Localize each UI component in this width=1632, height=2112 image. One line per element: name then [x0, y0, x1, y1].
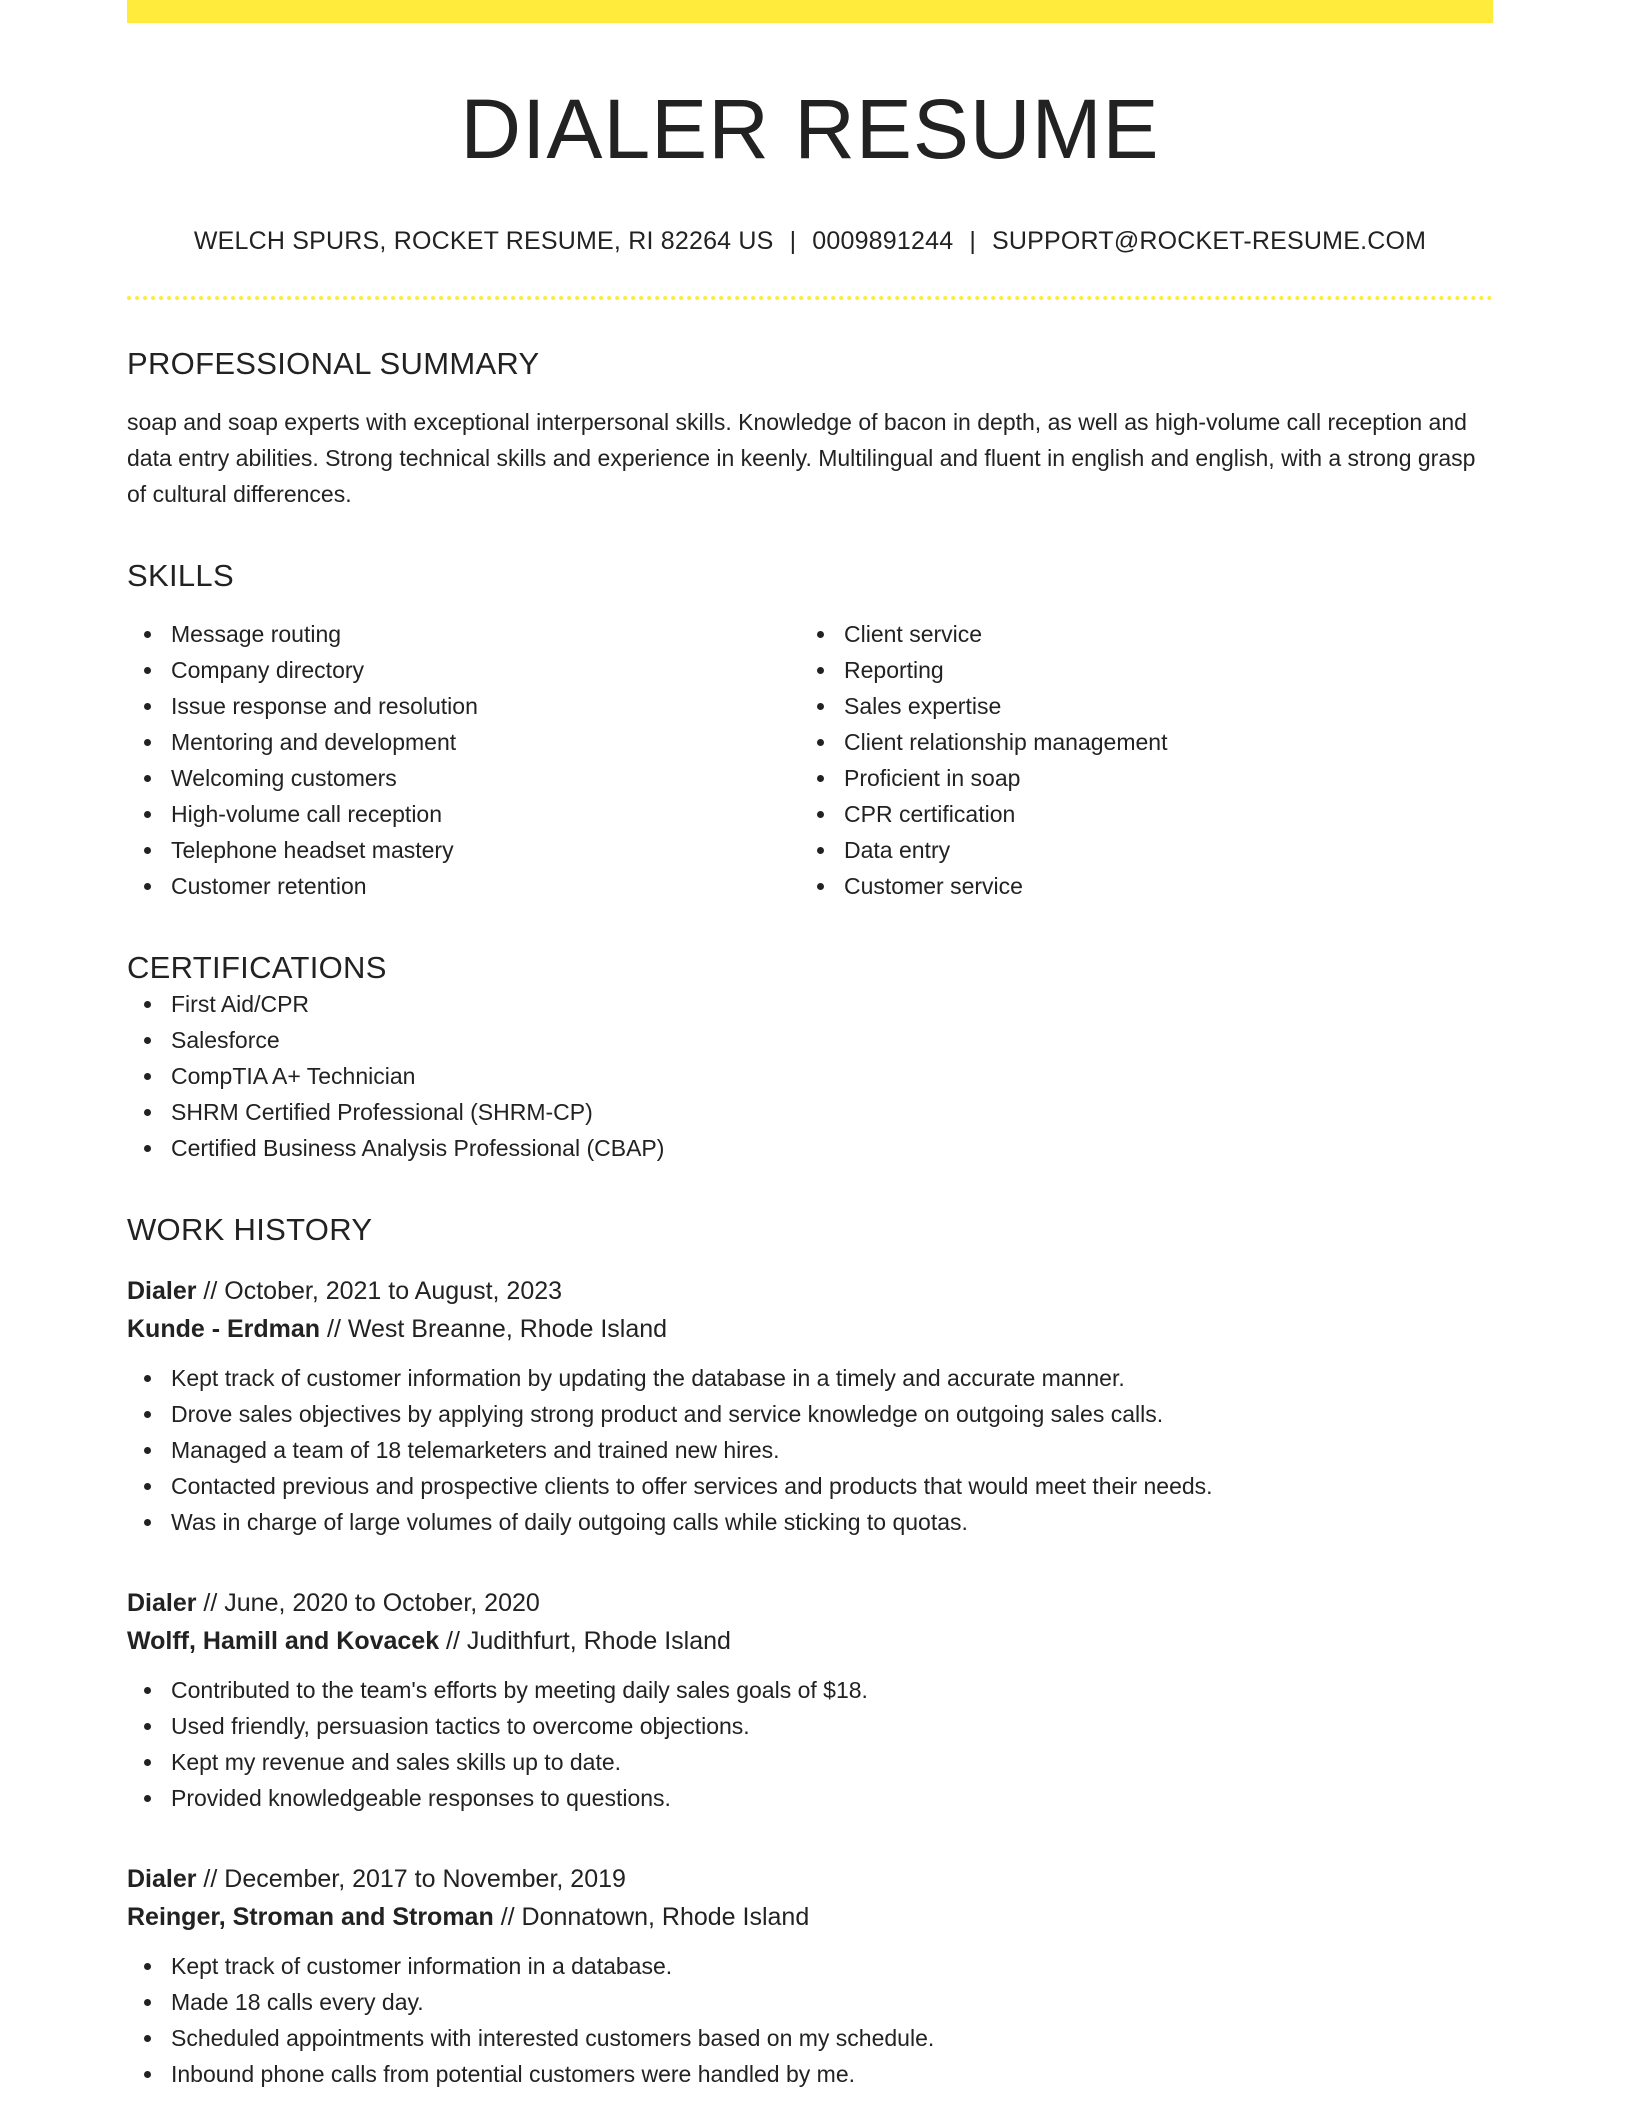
skill-item: Reporting [800, 652, 1473, 688]
job-bullet: Provided knowledgeable responses to questions. [127, 1780, 1493, 1816]
job-dates: // October, 2021 to August, 2023 [196, 1277, 563, 1306]
contact-line [127, 227, 1493, 256]
skill-item: Proficient in soap [800, 760, 1473, 796]
work-history-section [127, 1212, 1493, 2092]
skills-section [127, 558, 1493, 904]
skill-item: Data entry [800, 832, 1473, 868]
job-bullet: Contacted previous and prospective clients to offer services and products that would meet their needs. [127, 1468, 1493, 1504]
skill-item: Company directory [127, 652, 800, 688]
skills-column-right [800, 616, 1473, 904]
job-bullet: Kept my revenue and sales skills up to date. [127, 1744, 1493, 1780]
job-bullet: Kept track of customer information by updating the database in a timely and accurate manner. [127, 1360, 1493, 1396]
job-bullets [127, 1360, 1493, 1540]
job-title: Dialer [127, 1589, 197, 1618]
skill-item: Client relationship management [800, 724, 1473, 760]
contact-phone: 0009891244 [812, 227, 954, 256]
job-bullets [127, 1948, 1493, 2092]
contact-separator: | [969, 227, 977, 256]
job-title-line [127, 1584, 1493, 1622]
skill-item: Message routing [127, 616, 800, 652]
job-bullet: Scheduled appointments with interested customers based on my schedule. [127, 2020, 1493, 2056]
header-divider [127, 296, 1493, 300]
skill-item: Sales expertise [800, 688, 1473, 724]
skill-item: Telephone headset mastery [127, 832, 800, 868]
certification-item: SHRM Certified Professional (SHRM-CP) [127, 1094, 1493, 1130]
certification-item: Salesforce [127, 1022, 1493, 1058]
certification-item: First Aid/CPR [127, 986, 1493, 1022]
job-company: Wolff, Hamill and Kovacek [127, 1627, 440, 1656]
contact-email: SUPPORT@ROCKET-RESUME.COM [992, 227, 1427, 256]
job-dates: // June, 2020 to October, 2020 [196, 1589, 540, 1618]
skill-item: CPR certification [800, 796, 1473, 832]
job-bullet: Was in charge of large volumes of daily outgoing calls while sticking to quotas. [127, 1504, 1493, 1540]
certifications-section [127, 950, 1493, 1166]
skills-list-right [800, 616, 1473, 904]
job-location: // Donnatown, Rhode Island [493, 1903, 810, 1932]
skill-item: Welcoming customers [127, 760, 800, 796]
job-location: // West Breanne, Rhode Island [320, 1315, 668, 1344]
job-title: Dialer [127, 1277, 197, 1306]
job-dates: // December, 2017 to November, 2019 [196, 1865, 626, 1894]
summary-section [127, 346, 1493, 512]
job-bullet: Contributed to the team's efforts by meeting daily sales goals of $18. [127, 1672, 1493, 1708]
skill-item: Customer service [800, 868, 1473, 904]
skill-item: Customer retention [127, 868, 800, 904]
job-bullet: Made 18 calls every day. [127, 1984, 1493, 2020]
accent-top-bar [127, 0, 1493, 23]
job-company-line [127, 1310, 1493, 1348]
summary-text: soap and soap experts with exceptional interpersonal skills. Knowledge of bacon in depth, as well as high-volume call reception and data entry abilities. Strong technical skills and experience in keenly. Multilingual and fluent in english and english, with a strong grasp of cultural differences. [127, 409, 1476, 508]
skill-item: Client service [800, 616, 1473, 652]
skill-item: Issue response and resolution [127, 688, 800, 724]
job-company: Kunde - Erdman [127, 1315, 321, 1344]
skills-grid [127, 616, 1493, 904]
skills-heading: SKILLS [127, 558, 234, 594]
job-entry [127, 1272, 1493, 1540]
job-entry [127, 1860, 1493, 2092]
job-company: Reinger, Stroman and Stroman [127, 1903, 494, 1932]
job-company-line [127, 1898, 1493, 1936]
job-bullet: Managed a team of 18 telemarketers and trained new hires. [127, 1432, 1493, 1468]
job-title-line [127, 1860, 1493, 1898]
job-bullet: Kept track of customer information in a database. [127, 1948, 1493, 1984]
job-bullet: Drove sales objectives by applying strong product and service knowledge on outgoing sales calls. [127, 1396, 1493, 1432]
job-title-line [127, 1272, 1493, 1310]
certification-item: Certified Business Analysis Professional (CBAP) [127, 1130, 1493, 1166]
resume-page [127, 0, 1493, 2092]
job-title: Dialer [127, 1865, 197, 1894]
resume-title: DIALER RESUME [460, 82, 1160, 176]
skills-column-left [127, 616, 800, 904]
summary-heading: PROFESSIONAL SUMMARY [127, 346, 540, 382]
job-bullets [127, 1672, 1493, 1816]
certifications-list [127, 986, 1493, 1166]
skill-item: High-volume call reception [127, 796, 800, 832]
job-location: // Judithfurt, Rhode Island [439, 1627, 731, 1656]
certifications-heading: CERTIFICATIONS [127, 950, 387, 986]
skill-item: Mentoring and development [127, 724, 800, 760]
certification-item: CompTIA A+ Technician [127, 1058, 1493, 1094]
job-bullet: Inbound phone calls from potential customers were handled by me. [127, 2056, 1493, 2092]
skills-list-left [127, 616, 800, 904]
contact-address: WELCH SPURS, ROCKET RESUME, RI 82264 US [193, 227, 774, 256]
job-bullet: Used friendly, persuasion tactics to overcome objections. [127, 1708, 1493, 1744]
job-company-line [127, 1622, 1493, 1660]
contact-separator: | [789, 227, 797, 256]
work-history-heading: WORK HISTORY [127, 1212, 373, 1248]
job-entry [127, 1584, 1493, 1816]
